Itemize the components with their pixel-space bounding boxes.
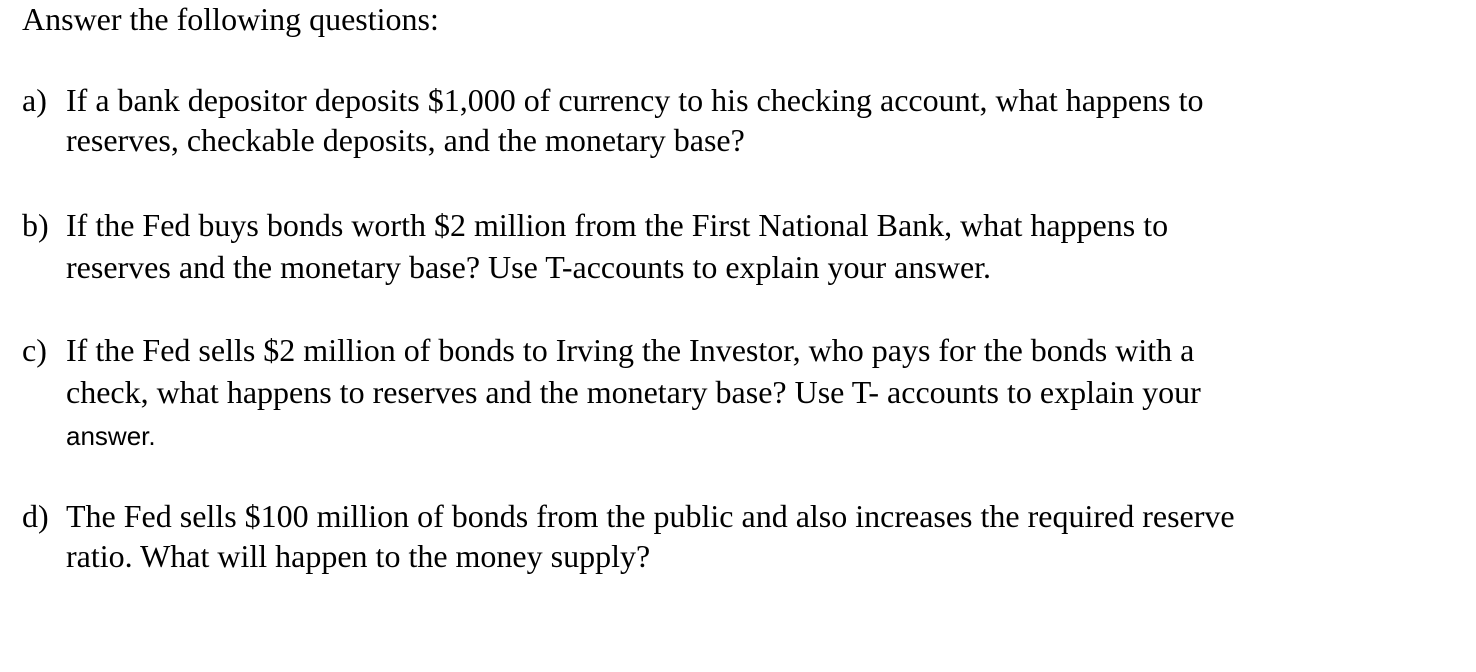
question-text-line: If the Fed sells $2 million of bonds to Irving the Investor, who pays for the bonds with a [66,332,1195,368]
question-marker: a) [22,82,47,118]
question-marker: b) [22,207,49,243]
question-text-line: reserves and the monetary base? Use T-accounts to explain your answer. [66,249,992,285]
question-text-line: If a bank depositor deposits $1,000 of currency to his checking account, what happens to [66,82,1204,118]
question-marker: d) [22,498,49,534]
question-text-line: The Fed sells $100 million of bonds from the public and also increases the required reserve [66,498,1235,534]
question-marker: c) [22,332,47,368]
question-text-line: answer. [66,421,156,451]
instructions-heading: Answer the following questions: [22,1,439,37]
question-text-line: reserves, checkable deposits, and the monetary base? [66,122,745,158]
question-text-line: ratio. What will happen to the money supply? [66,538,651,574]
question-text-line: If the Fed buys bonds worth $2 million from the First National Bank, what happens to [66,207,1169,243]
question-text-line: check, what happens to reserves and the monetary base? Use T- accounts to explain your [66,374,1201,410]
